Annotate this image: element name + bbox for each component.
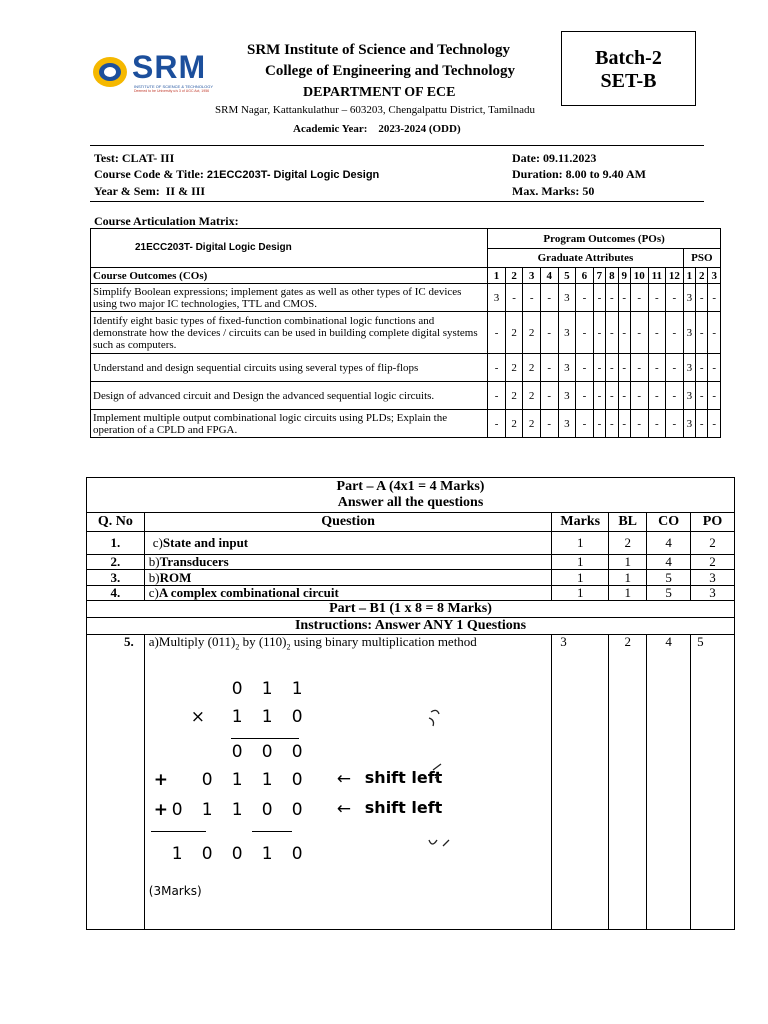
co-po-value: - xyxy=(666,410,684,438)
shift-label: shift left xyxy=(364,798,443,818)
question-po: 3 xyxy=(691,570,735,586)
logo-subtag: Deemed to be University u/s 3 of UGC Act, 1956 xyxy=(134,89,210,93)
po-number: 12 xyxy=(666,268,684,284)
co-po-value: - xyxy=(576,410,594,438)
question-label: A complex combinational circuit xyxy=(158,585,339,601)
part-a-title: Part – A (4x1 = 4 Marks) xyxy=(336,479,485,495)
partial-product-digit: 1 xyxy=(201,800,213,821)
co-po-value: - xyxy=(618,312,630,354)
partial-product-digit: 1 xyxy=(231,800,243,821)
q5-marks: 3 xyxy=(552,635,609,930)
part-a-instruction: Answer all the questions xyxy=(337,495,484,511)
q5-number: 5. xyxy=(87,635,145,930)
co-po-value: 2 xyxy=(523,382,541,410)
product-rule-1 xyxy=(231,738,299,739)
co-po-value: - xyxy=(630,382,648,410)
col-question: Question xyxy=(144,513,552,532)
question-label: Transducers xyxy=(159,554,229,570)
co-po-value: - xyxy=(593,284,605,312)
question-option: b) xyxy=(148,569,160,585)
question-bl: 1 xyxy=(609,554,647,570)
partial-product-digit: 0 xyxy=(171,800,183,821)
co-po-value: - xyxy=(505,284,523,312)
question-bl: 1 xyxy=(609,570,647,586)
test-name: Test: CLAT- III xyxy=(94,151,175,165)
info-bottom-rule xyxy=(90,201,704,202)
co-po-value: - xyxy=(648,382,666,410)
co-row xyxy=(91,410,721,438)
partial-product-digit: 0 xyxy=(201,770,213,791)
question-marks: 1 xyxy=(552,554,609,570)
po-number: 11 xyxy=(648,268,666,284)
question-co: 4 xyxy=(647,554,691,570)
times-sign: × xyxy=(190,707,206,728)
co-po-value: - xyxy=(618,382,630,410)
co-po-value: - xyxy=(696,312,708,354)
co-po-value: 3 xyxy=(488,284,506,312)
question-option: c) xyxy=(152,534,163,550)
co-row xyxy=(91,382,721,410)
co-po-value: - xyxy=(540,410,558,438)
result-digit: 1 xyxy=(171,844,183,865)
co-description: Identify eight basic types of fixed-function combinational logic functions and demonstrate how the devices / circuits can be used in building complete digital systems such as computers. xyxy=(91,312,488,354)
co-po-value: 2 xyxy=(505,312,523,354)
academic-year-value: 2023-2024 (ODD) xyxy=(378,123,461,135)
col-po: PO xyxy=(691,513,735,532)
course-value: 21ECC203T- Digital Logic Design xyxy=(206,169,380,181)
co-po-value: - xyxy=(666,382,684,410)
batch-set-box xyxy=(561,31,696,106)
question-bl: 2 xyxy=(609,531,647,554)
exam-date: Date: 09.11.2023 xyxy=(512,151,597,165)
co-po-value: 2 xyxy=(523,410,541,438)
co-po-value: - xyxy=(708,312,721,354)
co-po-value: - xyxy=(666,312,684,354)
institute-name: SRM Institute of Science and Technology xyxy=(247,42,510,58)
question-option: b) xyxy=(148,554,160,570)
co-po-value: - xyxy=(696,410,708,438)
multiplicand-digit: 1 xyxy=(261,679,273,700)
plus-sign: + xyxy=(153,770,169,791)
po-number: 9 xyxy=(618,268,630,284)
multiplier-digit: 1 xyxy=(231,707,243,728)
shift-label: shift left xyxy=(364,768,443,788)
po-number: 5 xyxy=(558,268,576,284)
product-rule-2 xyxy=(151,831,206,832)
co-po-value: - xyxy=(523,284,541,312)
co-row xyxy=(91,312,721,354)
result-digit: 0 xyxy=(291,844,303,865)
question-co: 5 xyxy=(647,585,691,601)
co-po-value: 3 xyxy=(558,382,576,410)
col-co: CO xyxy=(647,513,691,532)
ga-header: Graduate Attributes xyxy=(488,249,683,268)
question-marks: 1 xyxy=(552,585,609,601)
shift-arrow: ← xyxy=(336,799,352,820)
co-po-value: - xyxy=(708,382,721,410)
co-po-value: 2 xyxy=(505,410,523,438)
question-table xyxy=(86,477,735,930)
pso-number: 1 xyxy=(683,268,695,284)
co-po-value: - xyxy=(648,410,666,438)
co-po-value: - xyxy=(696,382,708,410)
set-label: SET-B xyxy=(600,70,657,92)
co-po-value: - xyxy=(648,284,666,312)
partial-product-digit: 0 xyxy=(261,800,273,821)
logo-tagline: INSTITUTE OF SCIENCE & TECHNOLOGY xyxy=(134,84,214,89)
co-po-value: - xyxy=(630,312,648,354)
co-po-value: - xyxy=(540,382,558,410)
co-po-value: - xyxy=(488,410,506,438)
pso-number: 2 xyxy=(696,268,708,284)
pen-scribble-icon xyxy=(419,700,479,860)
academic-year xyxy=(293,123,461,135)
po-number: 8 xyxy=(606,268,618,284)
articulation-matrix xyxy=(90,228,721,438)
part-b1-title: Part – B1 (1 x 8 = 8 Marks) xyxy=(87,601,735,618)
q5-bl: 2 xyxy=(609,635,647,930)
question-number: 4. xyxy=(87,585,145,601)
question-text xyxy=(144,585,552,601)
co-po-value: - xyxy=(618,284,630,312)
department-name: DEPARTMENT OF ECE xyxy=(303,85,456,100)
max-marks: Max. Marks: 50 xyxy=(512,184,595,198)
partial-product-digit: 1 xyxy=(261,770,273,791)
question-number: 3. xyxy=(87,570,145,586)
po-number: 3 xyxy=(523,268,541,284)
co-po-value: 3 xyxy=(558,410,576,438)
co-po-value: 3 xyxy=(683,410,695,438)
college-name: College of Engineering and Technology xyxy=(265,63,516,79)
multiplicand-digit: 0 xyxy=(231,679,243,700)
partial-product-digit: 0 xyxy=(231,742,243,763)
co-po-value: - xyxy=(576,284,594,312)
co-po-value: - xyxy=(488,382,506,410)
question-option: c) xyxy=(148,585,159,601)
question-marks: 1 xyxy=(552,531,609,554)
co-po-value: - xyxy=(708,410,721,438)
co-po-value: - xyxy=(696,354,708,382)
co-po-value: - xyxy=(630,410,648,438)
question-po: 2 xyxy=(691,531,735,554)
multiplication-working xyxy=(149,655,548,917)
matrix-course-title: 21ECC203T- Digital Logic Design xyxy=(91,229,488,268)
pso-number: 3 xyxy=(708,268,721,284)
col-bl: BL xyxy=(609,513,647,532)
po-number: 1 xyxy=(488,268,506,284)
co-po-value: - xyxy=(593,382,605,410)
col-marks: Marks xyxy=(552,513,609,532)
question-label: ROM xyxy=(159,569,192,585)
po-number: 6 xyxy=(576,268,594,284)
co-po-value: 3 xyxy=(683,312,695,354)
co-po-value: - xyxy=(618,410,630,438)
co-po-value: - xyxy=(606,382,618,410)
co-po-value: 3 xyxy=(683,284,695,312)
course-label: Course Code & Title: xyxy=(94,167,204,181)
co-po-value: - xyxy=(540,312,558,354)
co-po-value: - xyxy=(696,284,708,312)
question-co: 5 xyxy=(647,570,691,586)
partial-product-digit: 0 xyxy=(261,742,273,763)
partial-product-digit: 0 xyxy=(291,742,303,763)
question-text xyxy=(144,570,552,586)
co-po-value: - xyxy=(630,354,648,382)
exam-duration: Duration: 8.00 to 9.40 AM xyxy=(512,167,646,181)
matrix-caption: Course Articulation Matrix: xyxy=(94,214,239,228)
co-po-value: - xyxy=(593,354,605,382)
logo-text: SRM xyxy=(132,49,207,85)
course-code-title xyxy=(94,167,379,182)
co-po-value: - xyxy=(630,284,648,312)
partial-product-digit: 0 xyxy=(291,800,303,821)
co-description: Design of advanced circuit and Design the advanced sequential logic circuits. xyxy=(91,382,488,410)
question-marks: 1 xyxy=(552,570,609,586)
question-number: 1. xyxy=(87,531,145,554)
q5-co: 4 xyxy=(647,635,691,930)
co-description: Understand and design sequential circuits using several types of flip-flops xyxy=(91,354,488,382)
co-po-value: - xyxy=(488,312,506,354)
po-number: 10 xyxy=(630,268,648,284)
result-digit: 1 xyxy=(261,844,273,865)
co-po-value: - xyxy=(708,354,721,382)
info-top-rule xyxy=(90,145,704,146)
year-sem: Year & Sem: II & III xyxy=(94,184,206,198)
co-header: Course Outcomes (COs) xyxy=(91,268,488,284)
question-number: 2. xyxy=(87,554,145,570)
co-po-value: - xyxy=(540,284,558,312)
co-po-value: - xyxy=(618,354,630,382)
shift-arrow: ← xyxy=(336,769,352,790)
co-po-value: - xyxy=(666,354,684,382)
co-po-value: 3 xyxy=(683,354,695,382)
question-text xyxy=(144,531,552,554)
co-po-value: - xyxy=(606,410,618,438)
pso-header: PSO xyxy=(683,249,720,268)
batch-label: Batch-2 xyxy=(595,47,662,69)
co-po-value: - xyxy=(576,312,594,354)
co-po-value: - xyxy=(606,354,618,382)
plus-sign: + xyxy=(153,800,169,821)
po-number: 7 xyxy=(593,268,605,284)
question-label: State and input xyxy=(162,534,249,550)
co-po-value: - xyxy=(606,312,618,354)
multiplier-digit: 1 xyxy=(261,707,273,728)
co-po-value: - xyxy=(593,410,605,438)
part-b1-instruction: Instructions: Answer ANY 1 Questions xyxy=(87,618,735,635)
question-row xyxy=(87,570,735,586)
result-digit: 0 xyxy=(201,844,213,865)
question-row xyxy=(87,554,735,570)
question-po: 3 xyxy=(691,585,735,601)
po-number: 2 xyxy=(505,268,523,284)
q5-question-cell xyxy=(144,635,552,930)
co-po-value: - xyxy=(708,284,721,312)
co-po-value: - xyxy=(488,354,506,382)
co-description: Implement multiple output combinational logic circuits using PLDs; Explain the operation of a CPLD and FPGA. xyxy=(91,410,488,438)
academic-year-label: Academic Year: xyxy=(293,123,368,135)
co-po-value: - xyxy=(648,354,666,382)
co-row xyxy=(91,354,721,382)
co-description: Simplify Boolean expressions; implement gates as well as other types of IC devices using two major IC technologies, TTL and CMOS. xyxy=(91,284,488,312)
partial-product-digit: 1 xyxy=(231,770,243,791)
co-po-value: - xyxy=(666,284,684,312)
question-po: 2 xyxy=(691,554,735,570)
co-po-value: - xyxy=(540,354,558,382)
q5-question-text: a)Multiply $(011)_2$ by $(110)_2$ using binary multiplication method xyxy=(148,634,477,653)
co-po-value: 2 xyxy=(523,312,541,354)
question-row xyxy=(87,531,735,554)
question-co: 4 xyxy=(647,531,691,554)
multiplier-digit: 0 xyxy=(291,707,303,728)
co-po-value: - xyxy=(593,312,605,354)
part-a-heading xyxy=(87,478,735,513)
co-po-value: 3 xyxy=(558,284,576,312)
co-po-value: 2 xyxy=(505,382,523,410)
co-po-value: - xyxy=(648,312,666,354)
col-qno: Q. No xyxy=(87,513,145,532)
co-po-value: 3 xyxy=(683,382,695,410)
address: SRM Nagar, Kattankulathur – 603203, Chengalpattu District, Tamilnadu xyxy=(215,104,535,116)
result-digit: 0 xyxy=(231,844,243,865)
question-bl: 1 xyxy=(609,585,647,601)
question-row-5 xyxy=(87,635,735,930)
partial-product-digit: 0 xyxy=(291,770,303,791)
co-po-value: 2 xyxy=(523,354,541,382)
co-po-value: 2 xyxy=(505,354,523,382)
co-po-value: - xyxy=(606,284,618,312)
question-text xyxy=(144,554,552,570)
co-po-value: 3 xyxy=(558,312,576,354)
question-row xyxy=(87,585,735,601)
co-po-value: - xyxy=(576,354,594,382)
co-row xyxy=(91,284,721,312)
co-po-value: 3 xyxy=(558,354,576,382)
multiplicand-digit: 1 xyxy=(291,679,303,700)
marks-note: (3Marks) xyxy=(148,884,202,899)
po-header: Program Outcomes (POs) xyxy=(488,229,721,249)
co-po-value: - xyxy=(576,382,594,410)
product-rule-2b xyxy=(252,831,292,832)
po-number: 4 xyxy=(540,268,558,284)
q5-po: 5 xyxy=(691,635,735,930)
